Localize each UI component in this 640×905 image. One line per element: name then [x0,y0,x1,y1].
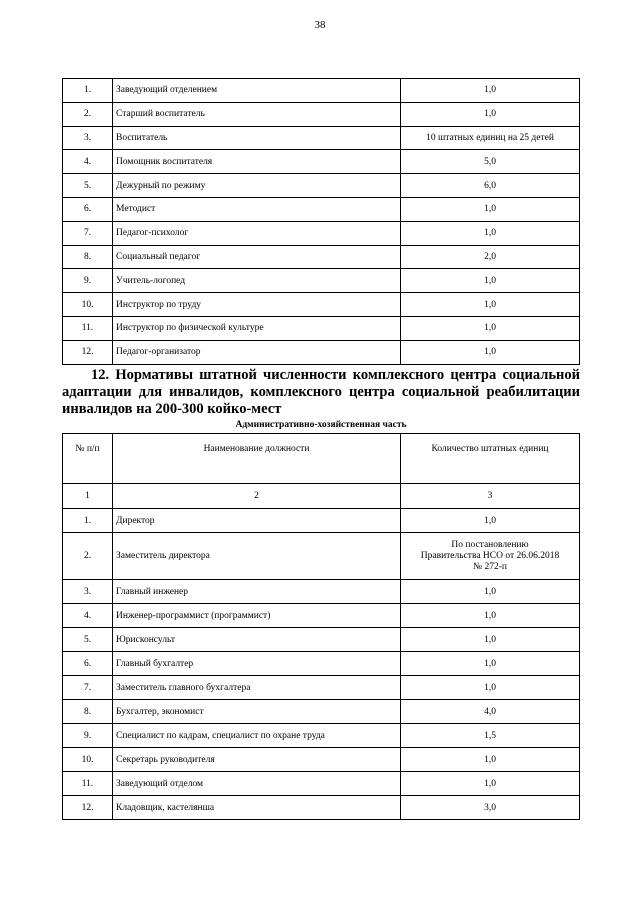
position-name: Секретарь руководителя [113,748,401,772]
row-number: 3. [63,580,113,604]
row-number: 1. [63,79,113,103]
row-number: 5. [63,174,113,198]
column-index: 2 [113,484,401,509]
staff-count: 1,0 [401,269,580,293]
row-number: 6. [63,652,113,676]
position-name: Главный инженер [113,580,401,604]
staff-count: 10 штатных единиц на 25 детей [401,126,580,150]
staff-count: 1,0 [401,604,580,628]
position-name: Инженер-программист (программист) [113,604,401,628]
table-row [63,293,580,317]
table-row [63,509,580,533]
table-row [63,126,580,150]
row-number: 4. [63,150,113,174]
position-name: Заместитель главного бухгалтера [113,676,401,700]
table-row [63,316,580,340]
position-name: Дежурный по режиму [113,174,401,198]
header-staff-count: Количество штатных единиц [401,434,580,484]
row-number: 7. [63,221,113,245]
position-name: Воспитатель [113,126,401,150]
column-index: 3 [401,484,580,509]
position-name: Заместитель директора [113,533,401,580]
table-row [63,604,580,628]
table-header-row [63,434,580,484]
position-name: Директор [113,509,401,533]
table-row [63,580,580,604]
row-number: 11. [63,316,113,340]
row-number: 6. [63,197,113,221]
table-row [63,197,580,221]
table-row [63,269,580,293]
section-heading-main: 12. Нормативы штатной численности комплексного центра социальной адаптации для инвалидов, комплексного центра социальной реабилитации [62,367,580,400]
staff-count-line: По постановлению [451,539,529,550]
position-name: Юрисконсульт [113,628,401,652]
table-row [63,652,580,676]
table-row [63,174,580,198]
table-row [63,676,580,700]
staffing-table-continued [62,78,580,365]
table-row [63,533,580,580]
position-name: Помощник воспитателя [113,150,401,174]
staff-count: 1,0 [401,580,580,604]
row-number: 10. [63,748,113,772]
staff-count-line: № 272-п [473,561,507,572]
row-number: 10. [63,293,113,317]
staff-count: 4,0 [401,700,580,724]
table-row [63,772,580,796]
position-name: Педагог-организатор [113,340,401,364]
position-name: Социальный педагог [113,245,401,269]
staff-count: 3,0 [401,796,580,820]
staff-count: 5,0 [401,150,580,174]
staff-count: 1,0 [401,628,580,652]
position-name: Инструктор по физической культуре [113,316,401,340]
row-number: 12. [63,340,113,364]
row-number: 9. [63,724,113,748]
position-name: Заведующий отделением [113,79,401,103]
staff-count: 1,0 [401,316,580,340]
row-number: 2. [63,533,113,580]
position-name: Бухгалтер, экономист [113,700,401,724]
row-number: 8. [63,245,113,269]
row-number: 7. [63,676,113,700]
staff-count: 1,0 [401,197,580,221]
table-row [63,796,580,820]
row-number: 8. [63,700,113,724]
staff-count: 1,0 [401,102,580,126]
table-row [63,79,580,103]
staff-count: 1,0 [401,652,580,676]
staff-count: 1,0 [401,221,580,245]
row-number: 2. [63,102,113,126]
position-name: Методист [113,197,401,221]
table-row [63,340,580,364]
table-row [63,102,580,126]
staff-count: 1,5 [401,724,580,748]
staff-count: 1,0 [401,79,580,103]
staff-count-line: Правительства НСО от 26.06.2018 [420,550,560,561]
row-number: 5. [63,628,113,652]
staff-count: 1,0 [401,293,580,317]
staff-count: 6,0 [401,174,580,198]
position-name: Заведующий отделом [113,772,401,796]
table-row [63,221,580,245]
table-row [63,628,580,652]
row-number: 9. [63,269,113,293]
row-number: 12. [63,796,113,820]
staff-count [401,533,580,580]
header-number: № п/п [63,434,113,484]
section-subheading: Административно-хозяйственная часть [235,420,407,430]
position-name: Инструктор по труду [113,293,401,317]
row-number: 11. [63,772,113,796]
staff-count: 1,0 [401,509,580,533]
row-number: 3. [63,126,113,150]
staff-count: 1,0 [401,772,580,796]
position-name: Специалист по кадрам, специалист по охране труда [113,724,401,748]
table-row [63,748,580,772]
row-number: 4. [63,604,113,628]
column-index: 1 [63,484,113,509]
section-heading-last-line: инвалидов на 200-300 койко-мест [62,401,282,417]
position-name: Учитель-логопед [113,269,401,293]
position-name: Педагог-психолог [113,221,401,245]
table-row [63,700,580,724]
table-row [63,150,580,174]
table-row [63,245,580,269]
section-heading [62,367,580,418]
page-number: 38 [314,19,326,31]
column-index-row [63,484,580,509]
staff-count: 2,0 [401,245,580,269]
staff-count: 1,0 [401,676,580,700]
staff-count: 1,0 [401,340,580,364]
table-row [63,724,580,748]
header-position-name: Наименование должности [113,434,401,484]
position-name: Главный бухгалтер [113,652,401,676]
staff-count: 1,0 [401,748,580,772]
administrative-staffing-table [62,433,580,820]
position-name: Кладовщик, кастелянша [113,796,401,820]
position-name: Старший воспитатель [113,102,401,126]
row-number: 1. [63,509,113,533]
